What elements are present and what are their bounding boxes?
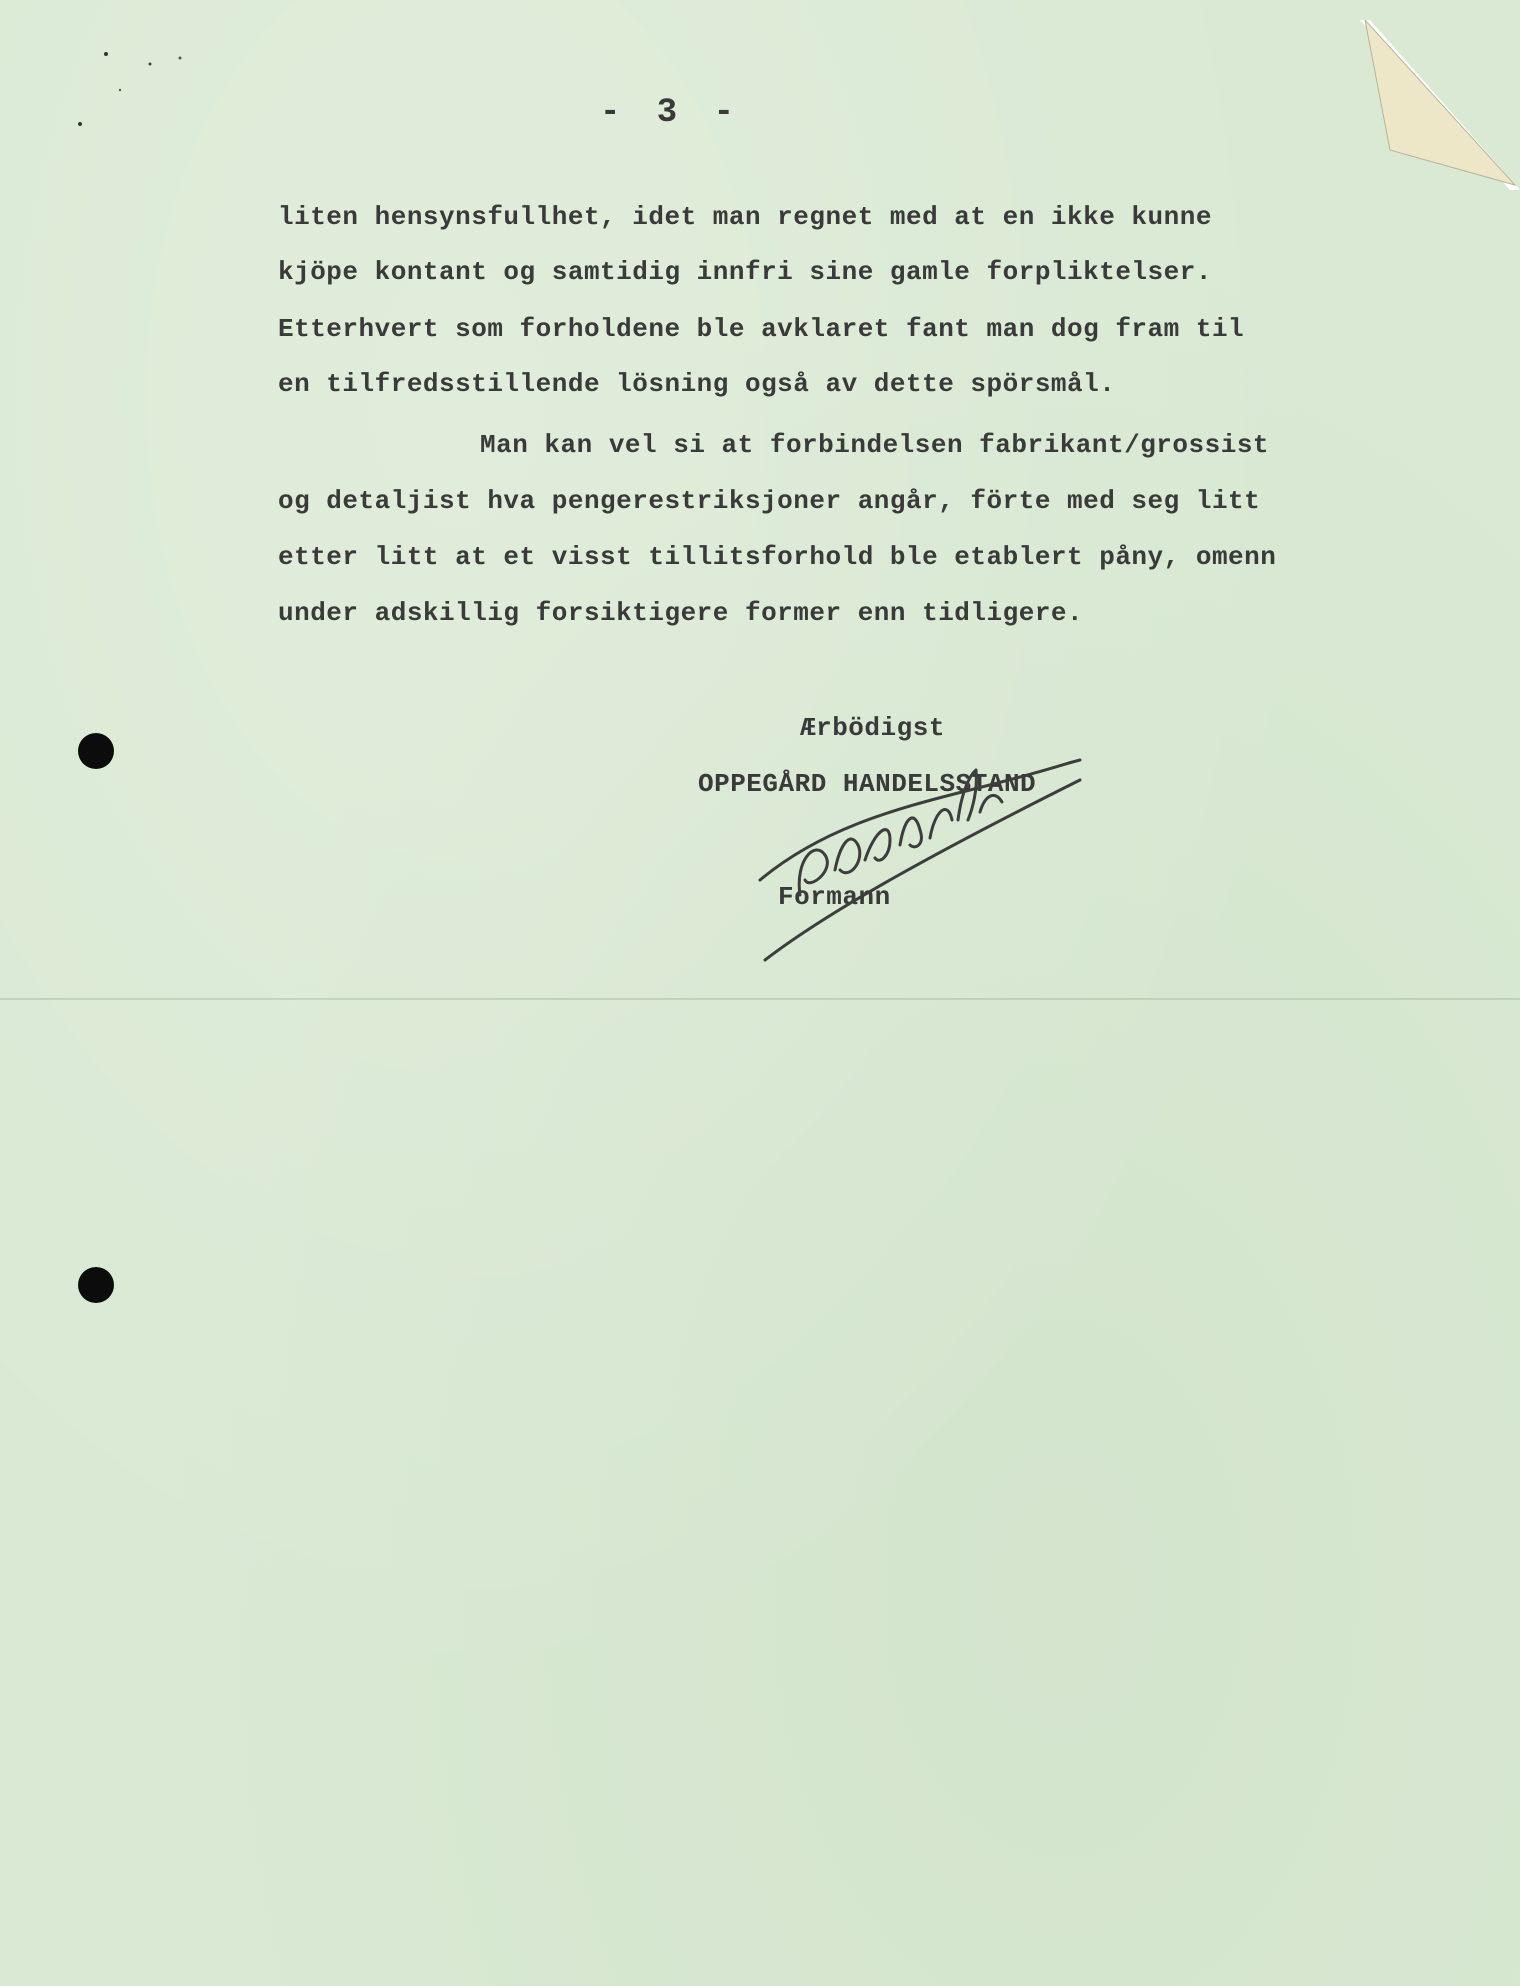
body-line: liten hensynsfullhet, idet man regnet med at en ikke kunne — [278, 202, 1212, 232]
body-line: kjöpe kontant og samtidig innfri sine gamle forpliktelser. — [278, 257, 1212, 287]
punch-hole — [78, 1267, 114, 1303]
handwritten-signature — [740, 720, 1090, 970]
signatory-role: Formann — [778, 882, 891, 912]
folded-corner — [1360, 20, 1530, 190]
punch-hole — [78, 733, 114, 769]
paper-fold-line — [0, 998, 1520, 1000]
body-line: og detaljist hva pengerestriksjoner angår, förte med seg litt — [278, 486, 1261, 516]
body-line: Man kan vel si at forbindelsen fabrikant/grossist — [480, 430, 1270, 460]
body-line: etter litt at et visst tillitsforhold ble etablert påny, omenn — [278, 542, 1277, 572]
organization-name: OPPEGÅRD HANDELSSTAND — [698, 769, 1037, 799]
closing-salutation: Ærbödigst — [800, 713, 945, 743]
body-line: Etterhvert som forholdene ble avklaret fant man dog fram til — [278, 314, 1245, 344]
body-line: under adskillig forsiktigere former enn tidligere. — [278, 598, 1084, 628]
body-line: en tilfredsstillende lösning også av dette spörsmål. — [278, 369, 1116, 399]
page-number: - 3 - — [600, 94, 743, 132]
paper-specks — [70, 40, 210, 140]
